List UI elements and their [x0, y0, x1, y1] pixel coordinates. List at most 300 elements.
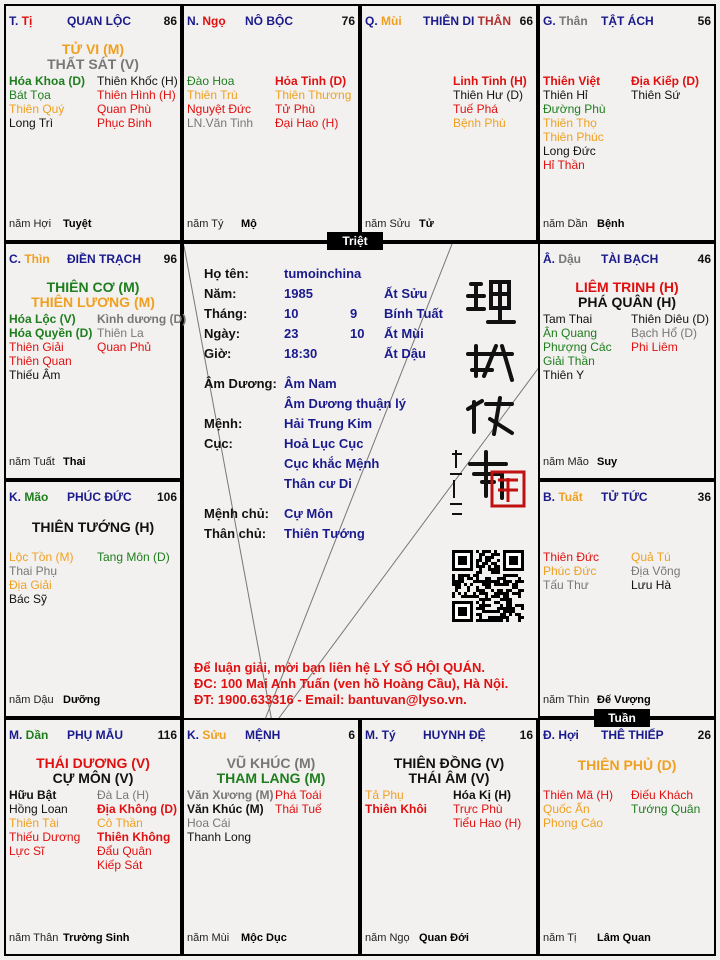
qr-module [503, 595, 506, 598]
qr-module [494, 592, 497, 595]
palace-Hợi[interactable] [538, 718, 716, 956]
minor-star: Thiên Quý [9, 102, 65, 116]
trang-sinh-stage: Tuyệt [63, 218, 92, 230]
palace-can: M. [365, 728, 382, 742]
qr-module [452, 592, 455, 595]
minor-star: Hóa Khoa (D) [9, 74, 85, 88]
qr-module [479, 607, 482, 610]
qr-module [485, 586, 488, 589]
minor-star: Thiên Diêu (D) [631, 312, 710, 326]
qr-module [461, 577, 464, 580]
qr-module [509, 610, 512, 613]
qr-finder [509, 556, 518, 565]
main-stars [6, 42, 180, 72]
minor-star: Địa Kiếp (D) [631, 74, 700, 88]
minor-star: Địa Không (D) [97, 802, 177, 816]
palace-year: năm Tý [187, 218, 224, 230]
qr-module [485, 592, 488, 595]
qr-module [473, 580, 476, 583]
minor-star: Lực Sĩ [9, 844, 45, 858]
minor-star: Nguyệt Đức [187, 102, 252, 116]
minor-star: Thiên Khốc (H) [97, 74, 178, 88]
qr-module [488, 568, 491, 571]
qr-module [458, 580, 461, 583]
palace-footer [9, 932, 130, 944]
palace-Mão[interactable] [4, 480, 182, 718]
palace-chi: Dậu [558, 252, 582, 266]
minor-star: Lộc Tồn (M) [9, 550, 74, 564]
qr-module [494, 565, 497, 568]
palace-Ngọ[interactable] [182, 4, 360, 242]
qr-module [515, 574, 518, 577]
palace-name: THÊ THIẾP [601, 728, 664, 742]
qr-module [482, 562, 485, 565]
minor-star: Thiên Sứ [631, 88, 681, 102]
qr-module [500, 583, 503, 586]
palace-Thân[interactable] [538, 4, 716, 242]
minor-star: Lưu Hà [631, 578, 672, 592]
palace-Dần[interactable] [4, 718, 182, 956]
palace-Sửu[interactable] [182, 718, 360, 956]
minor-star: Thiên La [97, 326, 144, 340]
palace-chi: Tý [381, 728, 396, 742]
minor-star: Trực Phù [453, 802, 503, 816]
palace-header [543, 490, 711, 506]
minor-star: Hồng Loan [9, 802, 68, 816]
minor-star: Văn Xương (M) [187, 788, 274, 802]
palace-can: Q. [365, 14, 382, 28]
palace-age-number: 56 [697, 14, 711, 28]
minor-star: Phúc Đức [543, 564, 597, 578]
qr-module [476, 580, 479, 583]
palace-age-number: 16 [519, 728, 533, 742]
palace-name: THIÊN DI [423, 14, 475, 28]
minor-stars-right [97, 788, 177, 872]
qr-module [488, 577, 491, 580]
qr-module [500, 604, 503, 607]
qr-module [497, 583, 500, 586]
palace-footer [9, 456, 86, 468]
palace-age-number: 96 [163, 252, 177, 266]
qr-module [464, 592, 467, 595]
qr-module [488, 616, 491, 619]
qr-module [479, 553, 482, 556]
minor-star: Thiên Giải [9, 340, 64, 354]
qr-module [506, 583, 509, 586]
info-month-can-chi: Bính Tuất [384, 306, 443, 321]
contact-phone-email: ĐT: 1900.633316 - Email: bantuvan@lyso.vn. [194, 692, 467, 707]
minor-star: Bác Sỹ [9, 592, 48, 606]
qr-module [473, 574, 476, 577]
palace-footer [365, 932, 469, 944]
minor-star: Hóa Kị (H) [453, 788, 511, 802]
trang-sinh-stage: Mộc Dục [241, 932, 287, 944]
qr-module [488, 556, 491, 559]
qr-module [503, 577, 506, 580]
palace-header [9, 252, 177, 268]
qr-module [461, 574, 464, 577]
qr-module [476, 613, 479, 616]
info-hour-label: Giờ: [204, 346, 232, 361]
main-star: TỬ VI (M) [61, 41, 125, 57]
palace-Mùi[interactable] [360, 4, 538, 242]
minor-stars-right [453, 788, 521, 830]
qr-module [506, 580, 509, 583]
minor-stars-left [365, 788, 427, 816]
minor-star: Đẩu Quân [97, 844, 152, 858]
qr-module [509, 601, 512, 604]
minor-stars-right [97, 74, 178, 130]
palace-age-number: 36 [697, 490, 711, 504]
info-day-label: Ngày: [204, 326, 241, 341]
qr-module [500, 577, 503, 580]
qr-module [494, 580, 497, 583]
qr-module [506, 592, 509, 595]
palace-name: NÔ BỘC [245, 14, 293, 28]
palace-can: G. [543, 14, 560, 28]
qr-module [494, 610, 497, 613]
main-star: THIÊN TƯỚNG (H) [31, 519, 155, 535]
qr-module [509, 580, 512, 583]
qr-module [503, 574, 506, 577]
qr-module [476, 571, 479, 574]
qr-module [491, 616, 494, 619]
minor-stars-right [453, 74, 527, 130]
minor-star: Phá Toái [275, 788, 322, 802]
palace-year: năm Thân [9, 932, 59, 944]
qr-module [479, 604, 482, 607]
palace-chi: Hợi [558, 728, 579, 742]
palace-age-number: 86 [163, 14, 177, 28]
main-star: CỰ MÔN (V) [52, 770, 134, 786]
qr-module [503, 598, 506, 601]
palace-name: TÀI BẠCH [601, 252, 659, 266]
qr-module [452, 595, 455, 598]
minor-star: LN.Văn Tinh [187, 116, 254, 130]
qr-module [491, 589, 494, 592]
minor-star: Giải Thần [543, 354, 595, 368]
qr-module [482, 598, 485, 601]
palace-Tị[interactable] [4, 4, 182, 242]
qr-module [482, 553, 485, 556]
minor-star: Tang Môn (D) [97, 550, 170, 564]
qr-module [479, 616, 482, 619]
minor-star: Linh Tinh (H) [453, 74, 527, 88]
qr-module [485, 556, 488, 559]
qr-module [494, 553, 497, 556]
minor-stars-left [9, 550, 73, 606]
qr-module [497, 571, 500, 574]
palace-age-number: 66 [519, 14, 533, 28]
qr-module [479, 613, 482, 616]
qr-module [482, 580, 485, 583]
minor-stars-left [543, 74, 606, 172]
palace-year: năm Dần [543, 218, 588, 230]
main-stars [6, 520, 180, 535]
palace-header [9, 728, 177, 744]
minor-stars-left [9, 312, 92, 382]
minor-star: Thiên Thương [275, 88, 352, 102]
qr-module [476, 550, 479, 553]
qr-module [485, 583, 488, 586]
palace-Tuất[interactable] [538, 480, 716, 718]
qr-module [509, 589, 512, 592]
info-than-chu-label: Thân chủ: [204, 526, 267, 541]
qr-module [476, 601, 479, 604]
info-am-duong-label: Âm Dương: [204, 376, 277, 391]
qr-module [491, 553, 494, 556]
qr-module [488, 586, 491, 589]
palace-header [543, 728, 711, 744]
qr-module [488, 559, 491, 562]
palace-Thìn[interactable] [4, 242, 187, 480]
minor-star: Thiếu Dương [9, 830, 81, 844]
qr-module [497, 607, 500, 610]
minor-star: Quốc Ấn [543, 802, 590, 816]
qr-module [464, 583, 467, 586]
qr-module [491, 580, 494, 583]
minor-star: Thiên Đức [543, 550, 600, 564]
palace-header [187, 14, 355, 30]
qr-module [506, 607, 509, 610]
info-month-label: Tháng: [204, 306, 248, 321]
minor-stars-left [187, 788, 274, 844]
palace-footer [365, 218, 434, 230]
minor-stars-right [275, 788, 322, 816]
palace-year: năm Thìn [543, 694, 590, 706]
minor-star: Thái Tuế [275, 802, 322, 816]
qr-module [491, 595, 494, 598]
qr-module [518, 589, 521, 592]
qr-module [503, 616, 506, 619]
qr-code[interactable] [452, 550, 524, 622]
qr-module [467, 574, 470, 577]
center-info-panel [182, 242, 540, 720]
info-name: tumoinchina [284, 266, 362, 281]
qr-finder [458, 607, 467, 616]
info-menh: Hải Trung Kim [284, 416, 373, 431]
minor-star: Thiếu Âm [9, 368, 61, 382]
palace-year: năm Sửu [365, 218, 411, 230]
than-marker: THÂN [477, 14, 511, 28]
minor-star: Điếu Khách [631, 788, 694, 802]
qr-module [491, 610, 494, 613]
palace-header [365, 14, 533, 30]
qr-module [509, 607, 512, 610]
qr-module [506, 595, 509, 598]
qr-module [485, 550, 488, 553]
info-month-lunar: 9 [350, 306, 358, 321]
palace-year: năm Dậu [9, 694, 54, 706]
qr-module [485, 559, 488, 562]
qr-module [455, 586, 458, 589]
minor-star: Quả Tú [631, 550, 671, 564]
minor-star: Hóa Quyền (D) [9, 326, 93, 340]
minor-star: Tấu Thư [543, 578, 589, 592]
qr-module [467, 595, 470, 598]
qr-module [500, 619, 503, 622]
palace-chi: Mùi [381, 14, 402, 28]
qr-module [479, 598, 482, 601]
minor-star: Bạch Hổ (D) [631, 326, 698, 340]
qr-module [470, 577, 473, 580]
qr-module [452, 577, 455, 580]
qr-module [494, 571, 497, 574]
minor-star: Địa Giải [9, 578, 52, 592]
minor-stars-right [97, 550, 170, 564]
palace-can: N. [187, 14, 203, 28]
main-star: PHÁ QUÂN (H) [578, 294, 676, 310]
info-name-label: Họ tên: [204, 266, 249, 281]
minor-stars-left [543, 788, 613, 830]
qr-module [500, 589, 503, 592]
qr-module [500, 613, 503, 616]
palace-year: năm Tuất [9, 456, 55, 468]
palace-can: T. [9, 14, 22, 28]
main-star: THIÊN CƠ (M) [46, 279, 140, 295]
info-day: 23 [284, 326, 299, 341]
qr-module [452, 583, 455, 586]
palace-name: HUYNH ĐỆ [423, 728, 486, 742]
palace-Tý[interactable] [360, 718, 538, 956]
qr-module [458, 574, 461, 577]
minor-star: Tuế Phá [453, 102, 498, 116]
main-stars [6, 280, 180, 310]
qr-module [485, 604, 488, 607]
palace-chi: Thìn [24, 252, 50, 266]
palace-chi: Ngọ [202, 14, 226, 28]
palace-age-number: 6 [348, 728, 355, 742]
palace-footer [543, 218, 625, 230]
minor-star: Thiên Việt [543, 74, 601, 88]
qr-module [482, 550, 485, 553]
palace-Dậu[interactable] [538, 242, 716, 480]
palace-header [543, 14, 711, 30]
info-menh-chu: Cự Môn [284, 506, 334, 521]
trang-sinh-stage: Thai [63, 456, 86, 468]
qr-module [461, 580, 464, 583]
qr-module [476, 565, 479, 568]
qr-module [500, 616, 503, 619]
qr-module [494, 601, 497, 604]
qr-module [503, 613, 506, 616]
minor-star: Hỏa Tinh (D) [275, 74, 347, 88]
minor-star: Bệnh Phù [453, 116, 506, 130]
info-cuc-label: Cục: [204, 436, 233, 451]
qr-module [479, 580, 482, 583]
palace-year: năm Mão [543, 456, 589, 468]
palace-age-number: 106 [156, 490, 177, 504]
palace-age-number: 76 [341, 14, 355, 28]
qr-module [479, 556, 482, 559]
main-star: THIÊN PHỦ (D) [577, 757, 677, 773]
palace-header [9, 490, 177, 506]
minor-star: Quan Phù [97, 102, 152, 116]
qr-module [467, 589, 470, 592]
qr-module [500, 592, 503, 595]
minor-star: Kiếp Sát [97, 858, 143, 872]
palace-year: năm Ngọ [365, 932, 410, 944]
qr-module [476, 559, 479, 562]
qr-module [476, 589, 479, 592]
minor-star: Tử Phù [275, 102, 316, 116]
palace-name: PHỤ MẪU [67, 728, 123, 742]
qr-module [467, 577, 470, 580]
qr-module [476, 595, 479, 598]
palace-year: năm Hợi [9, 218, 52, 230]
minor-stars-right [275, 74, 351, 130]
palace-can: K. [187, 728, 203, 742]
trang-sinh-stage: Tử [419, 218, 434, 230]
qr-module [512, 586, 515, 589]
info-cuc: Hoả Lục Cục [284, 436, 364, 451]
qr-module [491, 571, 494, 574]
qr-module [470, 583, 473, 586]
qr-module [470, 595, 473, 598]
palace-footer [187, 218, 257, 230]
minor-star: Văn Khúc (M) [187, 802, 264, 816]
qr-module [515, 580, 518, 583]
qr-module [506, 616, 509, 619]
qr-module [515, 613, 518, 616]
main-star: THÁI ÂM (V) [408, 770, 490, 786]
qr-module [512, 610, 515, 613]
qr-module [479, 592, 482, 595]
info-month: 10 [284, 306, 299, 321]
main-stars [6, 756, 180, 786]
main-stars [362, 756, 536, 786]
qr-module [518, 592, 521, 595]
trang-sinh-stage: Suy [597, 456, 618, 468]
qr-module [521, 604, 524, 607]
qr-module [509, 604, 512, 607]
qr-module [512, 607, 515, 610]
main-star: LIÊM TRINH (H) [575, 279, 679, 295]
palace-footer [543, 932, 651, 944]
palace-can: K. [9, 490, 25, 504]
qr-module [485, 598, 488, 601]
qr-module [485, 562, 488, 565]
qr-module [488, 550, 491, 553]
qr-module [506, 574, 509, 577]
palace-year: năm Tị [543, 932, 577, 944]
minor-star: Phượng Các [543, 340, 612, 354]
qr-module [509, 574, 512, 577]
qr-module [482, 610, 485, 613]
palace-name: ĐIỀN TRẠCH [67, 252, 141, 266]
qr-module [497, 601, 500, 604]
info-hour-can-chi: Ất Dậu [384, 346, 426, 361]
qr-module [488, 610, 491, 613]
palace-footer [187, 932, 287, 944]
minor-star: Bát Tọa [9, 88, 51, 102]
minor-star: Kình dương (D) [97, 312, 187, 326]
palace-footer [9, 694, 101, 706]
qr-module [482, 583, 485, 586]
info-day-lunar: 10 [350, 326, 365, 341]
minor-star: Thiên Hỉ [543, 88, 588, 102]
qr-module [479, 619, 482, 622]
minor-stars-left [9, 74, 85, 130]
minor-star: Hữu Bật [9, 788, 57, 802]
palace-age-number: 116 [157, 728, 177, 742]
qr-module [455, 583, 458, 586]
qr-module [509, 613, 512, 616]
qr-module [467, 586, 470, 589]
minor-star: Đường Phù [543, 102, 606, 116]
qr-module [518, 604, 521, 607]
palace-can: Đ. [543, 728, 559, 742]
